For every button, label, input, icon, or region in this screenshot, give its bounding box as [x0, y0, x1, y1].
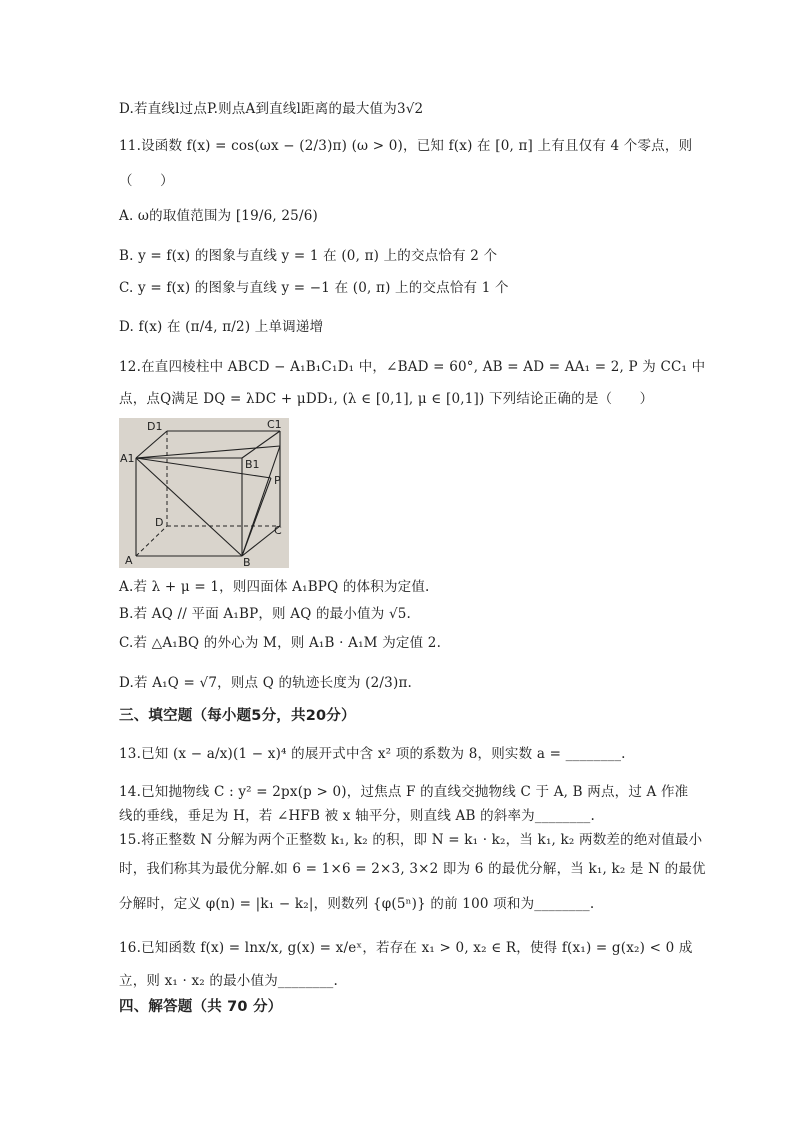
- q11-answer-bracket: （ ）: [119, 173, 174, 189]
- q12-option-d: D.若 A₁Q = √7，则点 Q 的轨迹长度为 (2/3)π.: [119, 675, 413, 691]
- q14-line1: 14.已知抛物线 C : y² = 2px(p > 0)，过焦点 F 的直线交抛物线 C 于 A, B 两点，过 A 作准: [119, 784, 689, 800]
- q12-option-a: A.若 λ + μ = 1，则四面体 A₁BPQ 的体积为定值.: [119, 579, 430, 595]
- q11-stem: 11.设函数 f(x) = cos(ωx − (2/3)π) (ω > 0)，已知 f(x) 在 [0, π] 上有且仅有 4 个零点，则: [119, 138, 693, 154]
- q15-line3: 分解时，定义 φ(n) = |k₁ − k₂|，则数列 {φ(5ⁿ)} 的前 100 项和为________.: [119, 896, 595, 912]
- vertex-label-p: P: [274, 474, 281, 487]
- edge-a1-d1: [136, 431, 167, 458]
- q12-stem-line1: 12.在直四棱柱中 ABCD − A₁B₁C₁D₁ 中，∠BAD = 60°, AB = AD = AA₁ = 2, P 为 CC₁ 中: [119, 359, 706, 375]
- q16-line2: 立，则 x₁ · x₂ 的最小值为________.: [119, 973, 338, 989]
- vertex-label-d1: D1: [147, 420, 163, 433]
- section-fill-in-heading: 三、填空题（每小题5分，共20分）: [119, 708, 356, 724]
- section-answer-heading: 四、解答题（共 70 分）: [119, 999, 283, 1015]
- q13-text: 13.已知 (x − a/x)(1 − x)⁴ 的展开式中含 x² 项的系数为 8，则实数 a = ________.: [119, 746, 626, 762]
- vertex-label-b: B: [243, 556, 251, 568]
- q12-option-b: B.若 AQ // 平面 A₁BP，则 AQ 的最小值为 √5.: [119, 606, 412, 622]
- prism-diagram: [119, 418, 289, 568]
- vertex-label-a: A: [125, 554, 133, 567]
- q14-line2: 线的垂线，垂足为 H，若 ∠HFB 被 x 轴平分，则直线 AB 的斜率为________.: [119, 808, 595, 824]
- vertex-label-c: C: [274, 524, 282, 537]
- q10-option-d: D.若直线l过点P.则点A到直线l距离的最大值为3√2: [119, 101, 424, 117]
- q16-line1: 16.已知函数 f(x) = lnx/x, g(x) = x/eˣ，若存在 x₁ > 0, x₂ ∈ R，使得 f(x₁) = g(x₂) < 0 成: [119, 940, 693, 956]
- vertex-label-b1: B1: [245, 458, 260, 471]
- edge-c1-b1: [242, 431, 280, 458]
- segment-a1-q: [136, 446, 280, 458]
- hidden-edge-a-d: [136, 526, 167, 556]
- q11-option-a: A. ω的取值范围为 [19/6, 25/6): [119, 208, 318, 224]
- q15-line2: 时，我们称其为最优分解.如 6 = 1×6 = 2×3, 3×2 即为 6 的最优分解，当 k₁, k₂ 是 N 的最优: [119, 861, 706, 877]
- q12-stem-line2: 点，点Q满足 DQ = λDC + μDD₁, (λ ∈ [0,1], μ ∈ [0,1]) 下列结论正确的是（ ）: [119, 391, 654, 407]
- vertex-label-a1: A1: [120, 452, 135, 465]
- vertex-label-d: D: [155, 516, 164, 529]
- prism-figure: [119, 418, 289, 568]
- vertex-label-c1: C1: [267, 418, 282, 431]
- q15-line1: 15.将正整数 N 分解为两个正整数 k₁, k₂ 的积，即 N = k₁ · k₂，当 k₁, k₂ 两数差的绝对值最小: [119, 832, 703, 848]
- q11-option-c: C. y = f(x) 的图象与直线 y = −1 在 (0, π) 上的交点恰有 1 个: [119, 280, 509, 296]
- q11-option-d: D. f(x) 在 (π/4, π/2) 上单调递增: [119, 319, 324, 335]
- q12-option-c: C.若 △A₁BQ 的外心为 M，则 A₁B · A₁M 为定值 2.: [119, 635, 442, 651]
- q11-option-b: B. y = f(x) 的图象与直线 y = 1 在 (0, π) 上的交点恰有 2 个: [119, 248, 498, 264]
